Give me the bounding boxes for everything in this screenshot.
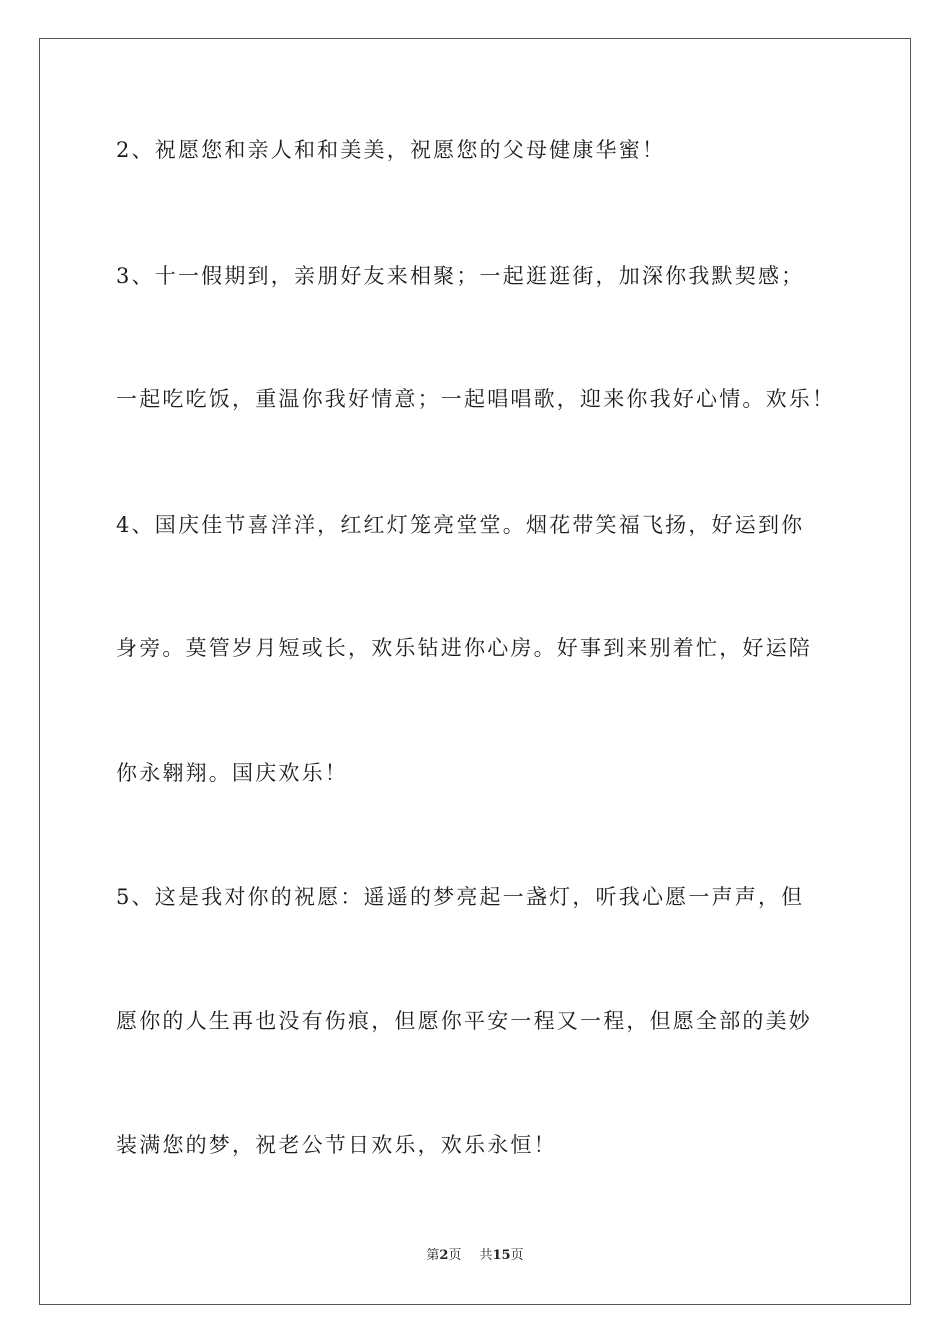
- text-line: 你永翱翔。国庆欢乐！: [116, 761, 348, 785]
- text-line: 4、国庆佳节喜洋洋，红红灯笼亮堂堂。烟花带笑福飞扬，好运到你: [116, 513, 805, 537]
- text-line: 2、祝愿您和亲人和和美美，祝愿您的父母健康华蜜！: [116, 138, 666, 162]
- total-pages: 15: [492, 1248, 511, 1263]
- page-footer: [0, 1247, 950, 1265]
- page-frame: [39, 38, 911, 1305]
- text-line: 3、十一假期到，亲朋好友来相聚；一起逛逛街，加深你我默契感；: [116, 264, 805, 288]
- text-line: 一起吃吃饭，重温你我好情意；一起唱唱歌，迎来你我好心情。欢乐！: [116, 387, 836, 411]
- page-prefix: 第: [426, 1248, 440, 1263]
- text-line: 身旁。莫管岁月短或长，欢乐钻进你心房。好事到来别着忙，好运陪: [116, 636, 812, 660]
- page-suffix: 页: [448, 1248, 462, 1263]
- total-suffix: 页: [510, 1248, 524, 1263]
- text-line: 愿你的人生再也没有伤痕，但愿你平安一程又一程，但愿全部的美妙: [116, 1009, 812, 1033]
- text-line: 5、这是我对你的祝愿：遥遥的梦亮起一盏灯，听我心愿一声声，但: [116, 885, 805, 909]
- page-number: 2: [439, 1248, 449, 1263]
- text-line: 装满您的梦，祝老公节日欢乐，欢乐永恒！: [116, 1133, 557, 1157]
- total-prefix: 共: [479, 1248, 493, 1263]
